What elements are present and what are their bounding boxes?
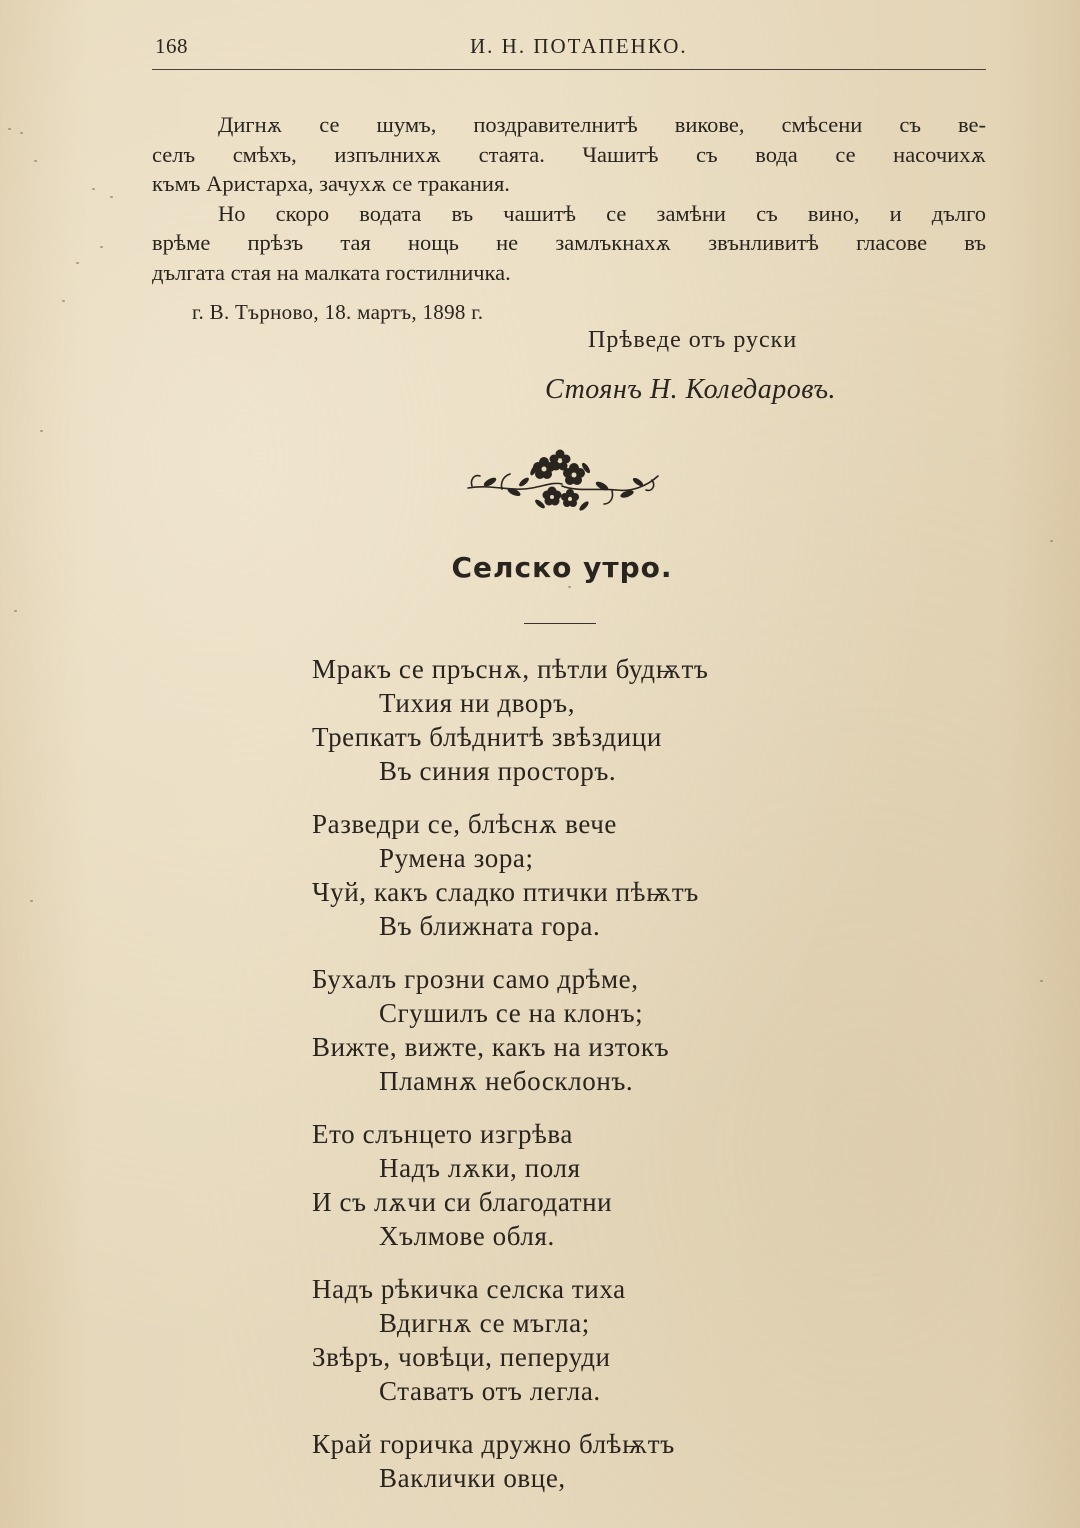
prose-line: врѣме прѣзъ тая нощь не замлъкнахѫ звънливитѣ гласове въ [152, 230, 986, 255]
stanza [312, 1117, 708, 1253]
verse-line: Трепкатъ блѣднитѣ звѣздици [312, 722, 662, 752]
verse-line: И съ лѫчи си благодатни [312, 1187, 613, 1217]
verse-line: Край горичка дружно блѣѭтъ [312, 1429, 675, 1459]
verse-line: Въ синия просторъ. [379, 756, 617, 786]
header-rule [152, 69, 986, 70]
prose-line: дългата стая на малката гостилничка. [152, 259, 511, 285]
prose-line: къмъ Аристарха, зачухѫ се тракания. [152, 171, 510, 196]
stanza [312, 1272, 708, 1408]
verse-line: Надъ лѫки, поля [379, 1153, 581, 1183]
verse-line: Мракъ се пръснѫ, пѣтли будѭтъ [312, 654, 709, 684]
verse-line: Ваклички овце, [379, 1463, 566, 1493]
verse-line: Тихия ни дворъ, [379, 688, 576, 718]
stanza [312, 1427, 708, 1495]
stanza [312, 962, 708, 1098]
verse-line: Пламнѫ небосклонъ. [379, 1066, 634, 1096]
verse-line: Румена зора; [379, 843, 534, 873]
place-date: г. В. Търново, 18. мартъ, 1898 г. [192, 300, 484, 324]
verse-line: Сгушилъ се на клонъ; [379, 998, 644, 1028]
stanza [312, 652, 708, 788]
poem-body [312, 652, 708, 1514]
verse-line: Разведри се, блѣснѫ вече [312, 809, 618, 839]
verse-line: Вижте, вижте, какъ на изтокъ [312, 1032, 670, 1062]
translated-from: Прѣведе отъ руски [588, 327, 798, 353]
verse-line: Звѣръ, човѣци, пеперуди [312, 1342, 611, 1372]
verse-line: Надъ рѣкичка селска тиха [312, 1274, 626, 1304]
verse-line: Ставатъ отъ легла. [379, 1376, 601, 1406]
verse-line: Хълмове обля. [379, 1221, 555, 1251]
verse-line: Въ ближната гора. [379, 911, 601, 941]
prose-line: Дигнѫ се шумъ, поздравителнитѣ викове, смѣсени съ ве- [218, 112, 986, 137]
story-ending [152, 110, 986, 287]
prose-line: селъ смѣхъ, изпълнихѫ стаята. Чашитѣ съ вода се насочихѫ [152, 141, 986, 167]
verse-line: Ето слънцето изгрѣва [312, 1119, 573, 1149]
verse-line: Вдигнѫ се мъгла; [379, 1308, 590, 1338]
poem-title: Селско утро. [451, 551, 673, 584]
verse-line: Чуй, какъ сладко птички пѣѭтъ [312, 877, 699, 907]
floral-ornament-icon [462, 446, 662, 522]
prose-line: Но скоро водата въ чашитѣ се замѣни съ вино, и дълго [218, 200, 986, 226]
verse-line: Бухалъ грозни само дрѣме, [312, 964, 639, 994]
title-rule [524, 623, 596, 624]
running-title: И. Н. ПОТАПЕНКО. [470, 34, 688, 58]
page-number: 168 [155, 34, 188, 58]
translator-name: Стоянъ Н. Коледаровъ. [545, 374, 837, 405]
stanza [312, 807, 708, 943]
